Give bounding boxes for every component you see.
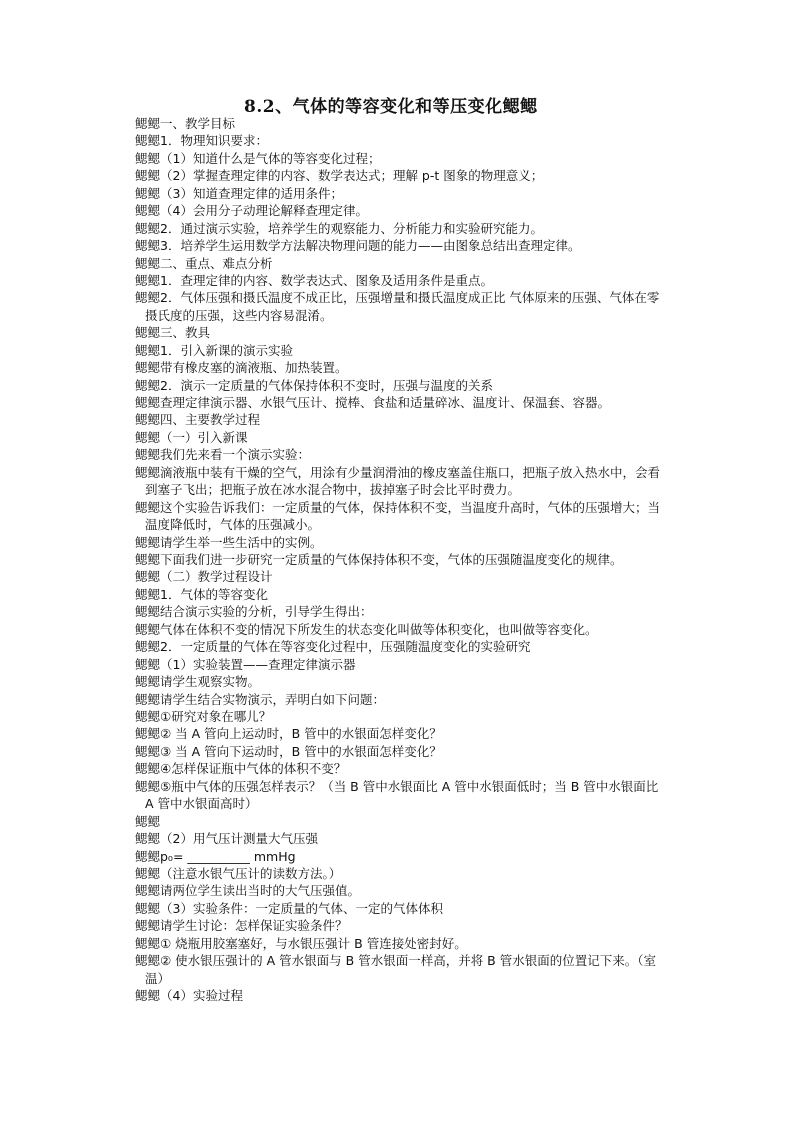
text-line: 鳃鳃（4）实验过程 bbox=[135, 988, 243, 1004]
text-line: 鳃鳃请学生讨论：怎样保证实验条件？ bbox=[135, 918, 348, 934]
text-line: 鳃鳃（4）会用分子动理论解释查理定律。 bbox=[135, 203, 368, 219]
text-line: 鳃鳃二、重点、难点分析 bbox=[135, 255, 273, 271]
text-line: 鳃鳃我们先来看一个演示实验： bbox=[135, 447, 311, 463]
text-line: 鳃鳃三、教具 bbox=[135, 325, 211, 341]
text-line: 鳃鳃（注意水银气压计的读数方法。） bbox=[135, 865, 342, 881]
text-line: 鳃鳃1．物理知识要求： bbox=[135, 133, 268, 149]
text-line: 鳃鳃2．一定质量的气体在等容变化过程中，压强随温度变化的实验研究 bbox=[135, 639, 531, 655]
text-line: 鳃鳃（1）知道什么是气体的等容变化过程； bbox=[135, 150, 381, 166]
text-line: 鳃鳃⑤瓶中气体的压强怎样表示？（当 B 管中水银面比 A 管中水银面低时；当 B 管中水银面比 A 管中水银面高时） bbox=[135, 778, 659, 812]
text-line: 鳃鳃3．培养学生运用数学方法解决物理问题的能力——由图象总结出查理定律。 bbox=[135, 238, 581, 254]
text-line: 鳃鳃结合演示实验的分析，引导学生得出： bbox=[135, 604, 373, 620]
text-line: 鳃鳃带有橡皮塞的滴液瓶、加热装置。 bbox=[135, 360, 348, 376]
text-line: 鳃鳃一、教学目标 bbox=[135, 116, 236, 131]
text-line: 鳃鳃2．演示一定质量的气体保持体积不变时，压强与温度的关系 bbox=[135, 377, 493, 393]
text-line: 鳃鳃（1）实验装置——查理定律演示器 bbox=[135, 656, 356, 672]
text-line: 鳃鳃（2）用气压计测量大气压强 bbox=[135, 831, 318, 847]
text-line: 鳃鳃1．引入新课的演示实验 bbox=[135, 342, 293, 358]
text-line: 鳃鳃查理定律演示器、水银气压计、搅棒、食盐和适量碎冰、温度计、保温套、容器。 bbox=[135, 395, 611, 411]
text-line: 鳃鳃四、主要教学过程 bbox=[135, 412, 261, 428]
text-line: 鳃鳃请学生举一些生活中的实例。 bbox=[135, 534, 323, 550]
text-line: 鳃鳃（3）实验条件：一定质量的气体、一定的气体体积 bbox=[135, 900, 443, 916]
text-line: 鳃鳃③ 当 A 管向下运动时，B 管中的水银面怎样变化？ bbox=[135, 743, 442, 759]
text-line: 鳃鳃请两位学生读出当时的大气压强值。 bbox=[135, 883, 361, 899]
text-line: 鳃鳃2．通过演示实验，培养学生的观察能力、分析能力和实验研究能力。 bbox=[135, 220, 543, 236]
text-line: 鳃鳃p₀= __________ mmHg bbox=[135, 848, 296, 864]
text-line: 鳃鳃④怎样保证瓶中气体的体积不变？ bbox=[135, 761, 347, 777]
text-line: 鳃鳃② 使水银压强计的 A 管水银面与 B 管水银面一样高，并将 B 管水银面的位置记下来。（室温） bbox=[135, 953, 656, 986]
text-line: 鳃鳃 bbox=[135, 813, 161, 829]
text-line: 鳃鳃② 当 A 管向上运动时，B 管中的水银面怎样变化？ bbox=[135, 726, 442, 742]
text-line: 鳃鳃（二）教学过程设计 bbox=[135, 569, 273, 585]
text-line: 鳃鳃①研究对象在哪儿？ bbox=[135, 708, 272, 724]
text-line: 鳃鳃（2）掌握查理定律的内容、数学表达式；理解 p-t 图象的物理意义； bbox=[135, 168, 544, 184]
text-line: 鳃鳃1．气体的等容变化 bbox=[135, 586, 268, 602]
text-line: 鳃鳃请学生结合实物演示，弄明白如下问题： bbox=[135, 691, 386, 707]
page-title: 8.2、气体的等容变化和等压变化鳃鳃 bbox=[244, 97, 538, 117]
text-line: 鳃鳃下面我们进一步研究一定质量的气体保持体积不变，气体的压强随温度变化的规律。 bbox=[135, 552, 623, 568]
text-line: 鳃鳃（一）引入新课 bbox=[135, 429, 248, 445]
text-line: 鳃鳃滴液瓶中装有干燥的空气，用涂有少量润滑油的橡皮塞盖住瓶口，把瓶子放入热水中，会看到塞子飞出；把瓶子放在冰水混合物中，拔掉塞子时会比平时费力。 bbox=[135, 464, 661, 498]
text-line: 鳃鳃2．气体压强和摄氏温度不成正比，压强增量和摄氏温度成正比 气体原来的压强、气体在零摄氏度的压强，这些内容易混淆。 bbox=[135, 290, 660, 323]
text-line: 鳃鳃气体在体积不变的情况下所发生的状态变化叫做等体积变化，也叫做等容变化。 bbox=[135, 621, 598, 637]
text-line: 鳃鳃① 烧瓶用胶塞塞好，与水银压强计 B 管连接处密封好。 bbox=[135, 935, 467, 951]
text-line: 鳃鳃请学生观察实物。 bbox=[135, 674, 261, 690]
text-line: 鳃鳃1．查理定律的内容、数学表达式、图象及适用条件是重点。 bbox=[135, 272, 493, 288]
text-line: 鳃鳃（3）知道查理定律的适用条件； bbox=[135, 185, 343, 201]
document-body bbox=[135, 115, 665, 1004]
text-line: 鳃鳃这个实验告诉我们：一定质量的气体，保持体积不变，当温度升高时，气体的压强增大；当温度降低时，气体的压强减小。 bbox=[135, 499, 661, 533]
